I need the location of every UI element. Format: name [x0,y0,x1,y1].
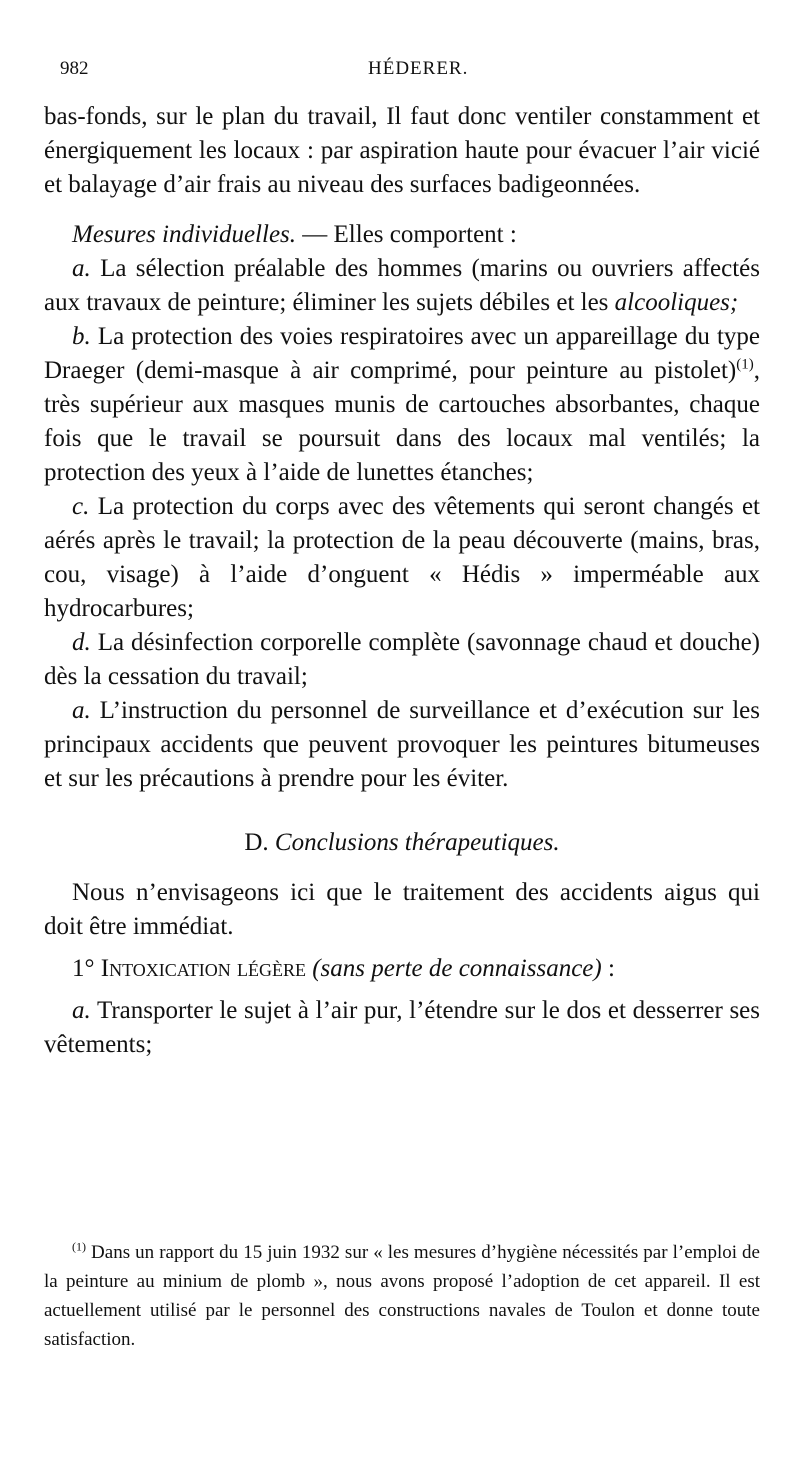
mesures-heading: Mesures individuelles. [72,221,297,248]
treatment-a [44,994,760,1062]
item-a [44,252,760,320]
intoxication-heading [44,952,760,986]
footnote-reference: (1) [736,356,754,373]
item-d [44,626,760,694]
item-a-letter: a. [72,255,91,282]
footnote [44,1238,760,1354]
item-e-letter: a. [72,697,91,724]
item-a-italic: alcooliques; [614,289,739,316]
footnote-marker: (1) [72,1239,86,1254]
mesures-heading-paragraph [44,218,760,252]
item-c-text: La protection du corps avec des vêtements qui seront changés et aérés après le travail; la protection de la peau découverte (mains, bras, cou, visage) à l’aide d’onguent « Hédis » imperméable aux hydrocarbures; [44,493,760,622]
item-b [44,320,760,490]
intoxication-colon: : [601,955,615,982]
item-b-text-continued: , très supérieur aux masques munis de cartouches absorbantes, chaque fois que le travail se poursuit dans des locaux mal ventilés; la protection des yeux à l’aide de lunettes étanches; [44,357,760,486]
section-title: Conclusions thérapeutiques. [274,829,560,856]
conclusion-intro: Nous n’envisageons ici que le traitement des accidents aigus qui doit être immédiat. [44,879,760,940]
running-title: HÉDERER. [368,58,469,79]
intoxication-number: 1° [72,955,95,982]
section-heading [44,826,760,860]
mesures-intro: — Elles comportent : [296,221,517,248]
item-b-text: La protection des voies respiratoires avec un appareillage du type Draeger (demi-masque à air comprimé, pour peinture au pistolet) [44,323,760,384]
item-e [44,694,760,796]
page-header [60,58,469,86]
intoxication-subtitle: (sans perte de connaissance) [312,955,602,982]
item-d-letter: d. [72,629,91,656]
section-letter: D. [244,829,269,856]
paragraph-ventilation: bas-fonds, sur le plan du travail, Il faut donc ventiler constamment et énergiquement les locaux : par aspiration haute pour évacuer l’air vicié et balayage d’air frais au niveau des surfaces badigeonnées. [44,103,760,198]
item-c-letter: c. [72,493,90,520]
item-a-text: La sélection préalable des hommes (marins ou ouvriers affectés aux travaux de peinture; éliminer les sujets débiles et les [44,255,760,316]
main-text [44,100,760,1062]
page-number: 982 [60,58,89,79]
item-e-text: L’instruction du personnel de surveillance et d’exécution sur les principaux accidents que peuvent provoquer les peintures bitumeuses et sur les précautions à prendre pour les éviter. [44,697,760,792]
item-d-text: La désinfection corporelle complète (savonnage chaud et douche) dès la cessation du travail; [44,629,760,690]
footnote-text: Dans un rapport du 15 juin 1932 sur « les mesures d’hygiène nécessités par l’emploi de la peinture au minium de plomb », nous avons proposé l’adoption de cet appareil. Il est actuellement utilisé par le personnel des constructions navales de Toulon et donne toute satisfaction. [44,1242,760,1350]
item-b-letter: b. [72,323,91,350]
treatment-a-letter: a. [72,997,91,1024]
item-c [44,490,760,626]
intoxication-title: Intoxication légère [100,955,306,982]
treatment-a-text: Transporter le sujet à l’air pur, l’étendre sur le dos et desserrer ses vêtements; [44,997,760,1058]
